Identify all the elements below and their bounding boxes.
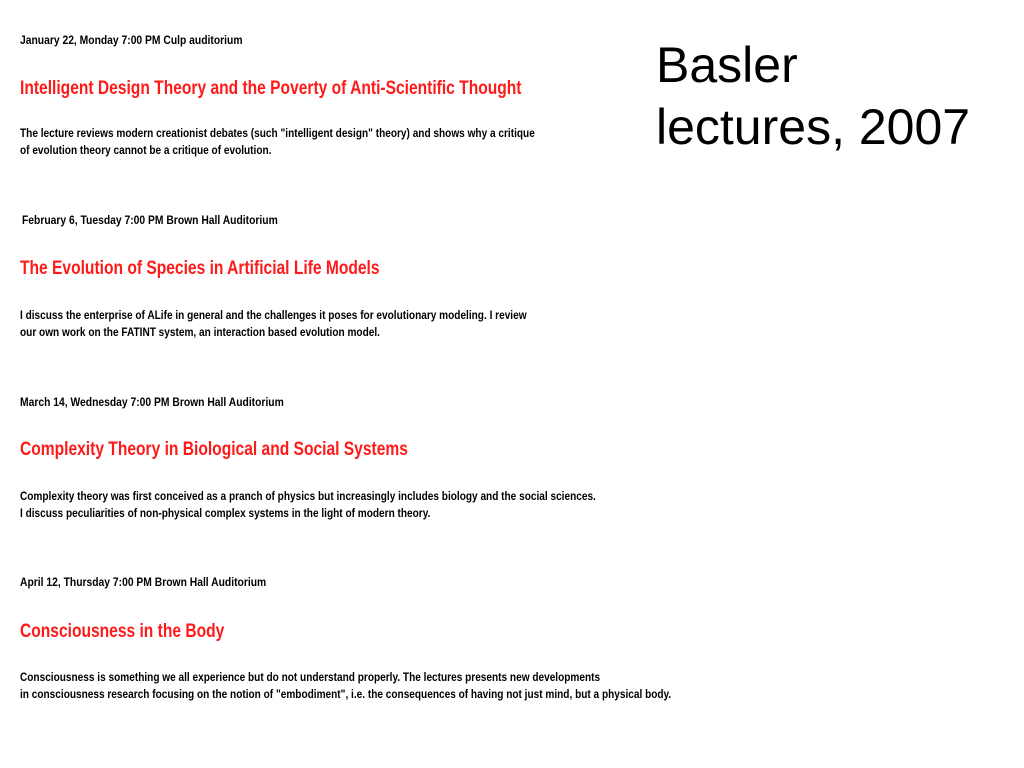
slide-title-line-2: lectures, 2007 xyxy=(656,99,971,155)
slide-title-line-1: Basler xyxy=(656,37,798,93)
lecture-item-1 xyxy=(20,33,740,173)
lecture-description-line-2: I discuss peculiarities of non-physical complex systems in the light of modern theory. xyxy=(20,506,431,520)
lecture-item-2 xyxy=(22,213,742,353)
lecture-item-4 xyxy=(20,575,740,715)
lecture-description xyxy=(20,307,527,341)
lecture-title: Consciousness in the Body xyxy=(20,621,225,642)
lecture-item-3 xyxy=(20,395,740,535)
lecture-description xyxy=(20,125,535,159)
lecture-date: April 12, Thursday 7:00 PM Brown Hall Auditorium xyxy=(20,575,267,589)
lecture-date: February 6, Tuesday 7:00 PM Brown Hall Auditorium xyxy=(22,213,278,227)
lecture-description-line-2: our own work on the FATINT system, an interaction based evolution model. xyxy=(20,325,380,339)
lecture-title: Intelligent Design Theory and the Poverty of Anti-Scientific Thought xyxy=(20,78,522,99)
lecture-date: January 22, Monday 7:00 PM Culp auditorium xyxy=(20,33,243,47)
lecture-description-line-1: Consciousness is something we all experience but do not understand properly. The lectures presents new developments xyxy=(20,670,601,684)
lecture-description xyxy=(20,488,596,522)
lecture-description-line-1: I discuss the enterprise of ALife in general and the challenges it poses for evolutionary modeling. I review xyxy=(20,308,527,322)
lecture-description-line-1: The lecture reviews modern creationist debates (such "intelligent design" theory) and shows why a critique xyxy=(20,126,535,140)
lecture-description-line-1: Complexity theory was first conceived as a pranch of physics but increasingly includes biology and the social sciences. xyxy=(20,489,596,503)
lecture-description-line-2: of evolution theory cannot be a critique of evolution. xyxy=(20,143,272,157)
lecture-title: Complexity Theory in Biological and Social Systems xyxy=(20,439,408,460)
lecture-description xyxy=(20,669,671,703)
lecture-title: The Evolution of Species in Artificial Life Models xyxy=(20,258,380,279)
lecture-date: March 14, Wednesday 7:00 PM Brown Hall Auditorium xyxy=(20,395,284,409)
lecture-description-line-2: in consciousness research focusing on the notion of "embodiment", i.e. the consequences of having not just mind, but a physical body. xyxy=(20,687,672,701)
